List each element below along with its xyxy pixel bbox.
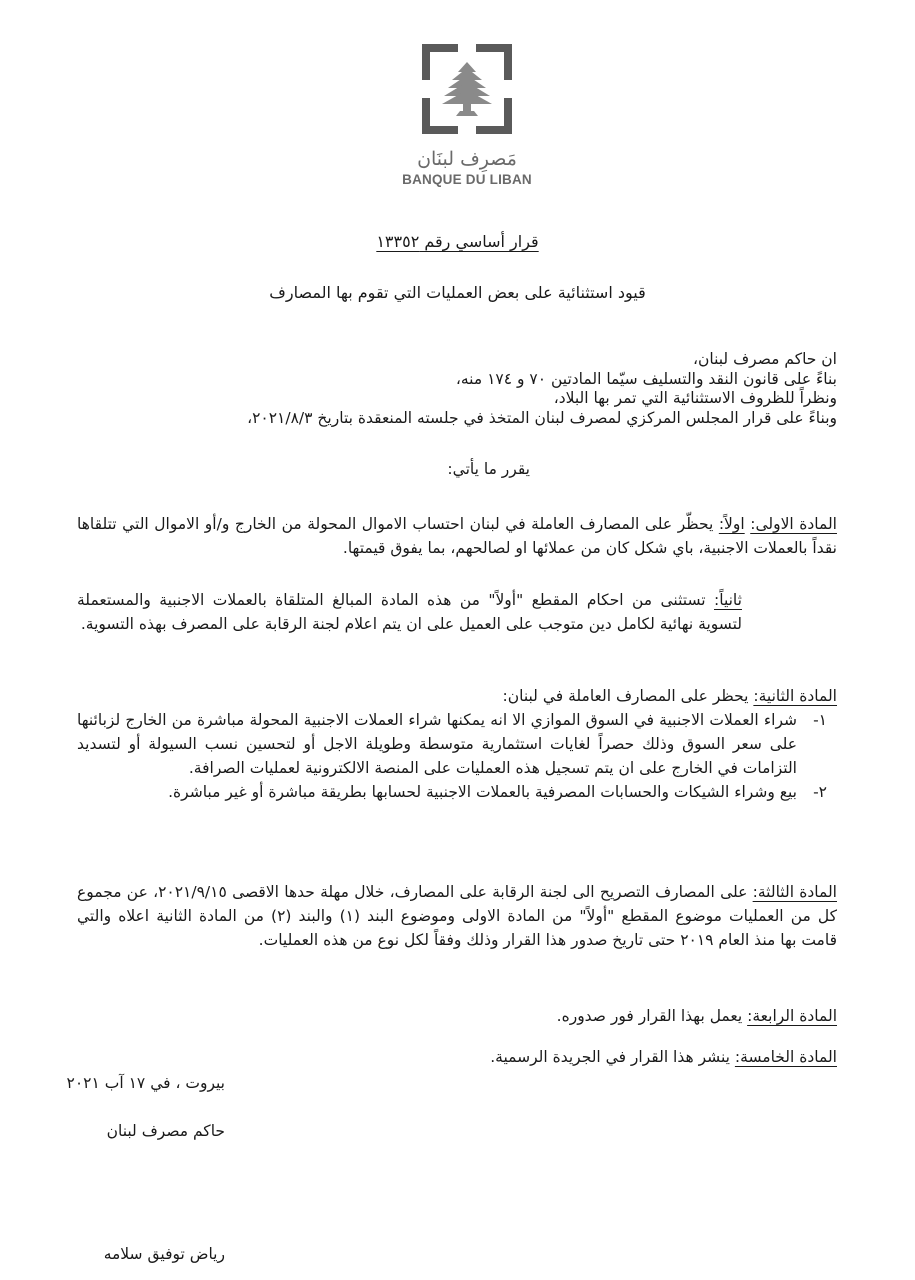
preamble-line: وبناءً على قرار المجلس المركزي لمصرف لبنان المتخذ في جلسته المنعقدة بتاريخ ٢٠٢١/٨/٣، <box>247 408 837 427</box>
article-2-item <box>77 780 827 804</box>
article-5-text: ينشر هذا القرار في الجريدة الرسمية. <box>490 1048 730 1066</box>
preamble-line: ان حاكم مصرف لبنان، <box>692 350 837 368</box>
article-4-label: المادة الرابعة: <box>747 1007 837 1025</box>
signer-title: حاكم مصرف لبنان <box>106 1122 225 1140</box>
decision-title <box>0 232 915 251</box>
item-text: شراء العملات الاجنبية في السوق الموازي الا انه يمكنها شراء العملات الاجنبية المحولة مباشرة من الخارج لزبائنها على سعر السوق وذلك حصراً لغايات استثمارية متوسطة وطويلة الاجل أو لتحسين نسب السيولة أو لتسديد التزامات في الخارج على ان يتم تسجيل هذه العمليات على المنصة الالكترونية لعمليات الصرافة. <box>77 711 797 777</box>
article-5 <box>77 1045 837 1069</box>
item-number: ٢- <box>813 783 827 801</box>
logo-french-name: BANQUE DU LIBAN <box>402 172 532 187</box>
article-3-label: المادة الثالثة: <box>752 883 837 901</box>
article-3 <box>77 880 837 952</box>
article-4-text: يعمل بهذا القرار فور صدوره. <box>556 1007 743 1025</box>
decides-heading: يقرر ما يأتي: <box>447 460 530 478</box>
signer-name: رياض توفيق سلامه <box>103 1245 225 1263</box>
article-1-sub2-text: تستثنى من احكام المقطع "أولاً" من هذه المادة المبالغ المتلقاة بالعملات الاجنبية والمستعملة لتسوية نهائية لكامل دين متوجب على العميل على ان يتم اعلام لجنة الرقابة على المصرف بهذه التسوية. <box>77 591 742 633</box>
item-text: بيع وشراء الشيكات والحسابات المصرفية بالعملات الاجنبية لحسابها بطريقة مباشرة أو غير مباشرة. <box>168 783 797 801</box>
preamble-line: ونظراً للظروف الاستثنائية التي تمر بها البلاد، <box>553 389 837 407</box>
logo-arabic-name: مَصرِف لبنَان <box>417 148 517 170</box>
article-2 <box>77 684 837 804</box>
article-1 <box>77 512 837 560</box>
article-2-intro: يحظر على المصارف العاملة في لبنان: <box>502 687 749 705</box>
cedar-tree-icon <box>418 40 516 138</box>
article-4 <box>77 1004 837 1028</box>
article-1-sub1-text: يحظّر على المصارف العاملة في لبنان احتساب الاموال المحولة من الخارج و/أو الاموال التي تتلقاها نقداً بالعملات الاجنبية، باي شكل كان من عملائها او لصالحهم، بما يفوق قيمتها. <box>77 515 837 557</box>
article-2-label: المادة الثانية: <box>753 687 837 705</box>
preamble <box>77 350 837 428</box>
item-number: ١- <box>813 711 827 729</box>
article-5-label: المادة الخامسة: <box>734 1048 837 1066</box>
article-1-sub2-label: ثانياً: <box>714 591 742 609</box>
decision-subtitle: قيود استثنائية على بعض العمليات التي تقوم بها المصارف <box>269 283 646 302</box>
article-3-text: على المصارف التصريح الى لجنة الرقابة على المصارف، خلال مهلة حدها الاقصى ٢٠٢١/٩/١٥، عن مجموع كل من العمليات موضوع المقطع "أولاً" من المادة الاولى وموضوع البند (١) والبند (٢) من المادة الثانية اعلاه والتي قامت بها منذ العام ٢٠١٩ حتى تاريخ صدور هذا القرار وذلك وفقاً لكل نوع من هذه العمليات. <box>77 883 837 949</box>
place-date: بيروت ، في ١٧ آب ٢٠٢١ <box>66 1074 225 1092</box>
decision-title-text: قرار أساسي رقم ١٣٣٥٢ <box>376 232 539 251</box>
article-1-part-2 <box>77 588 837 636</box>
preamble-line: بناءً على قانون النقد والتسليف سيّما المادتين ٧٠ و ١٧٤ منه، <box>455 369 837 388</box>
article-1-label: المادة الاولى: <box>750 515 837 533</box>
article-2-item <box>77 708 827 780</box>
bdl-logo <box>397 40 537 187</box>
article-1-sub1-label: اولاً: <box>718 515 745 533</box>
